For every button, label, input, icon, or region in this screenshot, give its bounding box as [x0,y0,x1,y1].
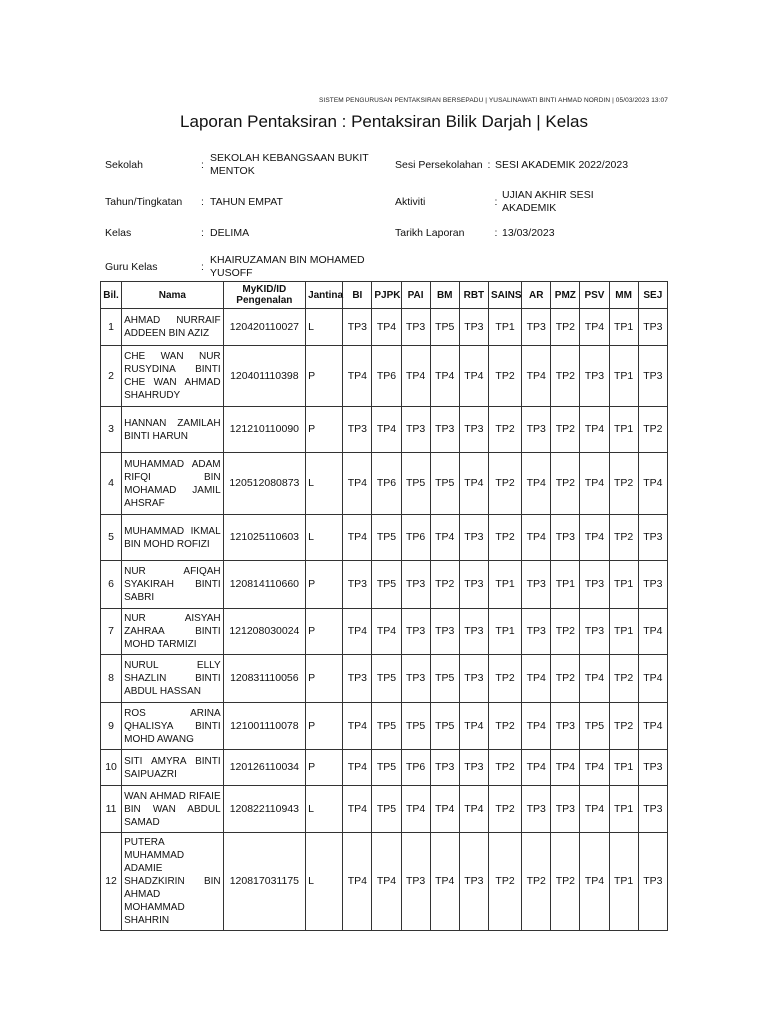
cell-grade-mm: TP2 [609,453,638,515]
table-row [101,515,668,561]
cell-bil: 12 [101,833,122,931]
cell-grade-sej: TP2 [638,407,667,453]
cell-grade-pmz: TP2 [551,609,580,655]
table-row [101,407,668,453]
cell-grade-pai: TP6 [401,515,430,561]
cell-bil: 5 [101,515,122,561]
tahun-label: Tahun/Tingkatan [105,196,183,208]
cell-nama: HANNAN ZAMILAH BINTI HARUN [122,407,224,453]
cell-jantina: P [306,655,343,703]
cell-grade-sej: TP3 [638,750,667,786]
cell-grade-pai: TP3 [401,407,430,453]
cell-grade-sej: TP3 [638,833,667,931]
cell-jantina: P [306,346,343,407]
cell-grade-pmz: TP2 [551,453,580,515]
cell-grade-sains: TP2 [488,453,521,515]
cell-grade-sains: TP2 [488,655,521,703]
cell-jantina: L [306,833,343,931]
cell-jantina: P [306,703,343,750]
cell-mykid: 120822110943 [223,786,305,833]
cell-grade-bi: TP3 [343,655,372,703]
cell-grade-bi: TP4 [343,453,372,515]
cell-jantina: L [306,515,343,561]
cell-grade-sains: TP2 [488,786,521,833]
cell-grade-psv: TP4 [580,833,609,931]
cell-grade-ar: TP3 [522,407,551,453]
cell-bil: 11 [101,786,122,833]
system-header-line: SISTEM PENGURUSAN PENTAKSIRAN BERSEPADU | YUSALINAWATI BINTI AHMAD NORDIN | 05/03/2023 13:07 [319,97,668,104]
cell-grade-bi: TP3 [343,407,372,453]
cell-nama: NURUL ELLY SHAZLIN BINTI ABDUL HASSAN [122,655,224,703]
tahun-value: TAHUN EMPAT [210,195,283,208]
table-row [101,655,668,703]
header-pmz: PMZ [551,282,580,309]
cell-grade-sej: TP3 [638,515,667,561]
cell-grade-mm: TP1 [609,750,638,786]
header-ar: AR [522,282,551,309]
cell-grade-bm: TP5 [430,655,459,703]
cell-bil: 3 [101,407,122,453]
cell-grade-pmz: TP3 [551,786,580,833]
cell-grade-rbt: TP4 [459,346,488,407]
cell-mykid: 121208030024 [223,609,305,655]
cell-grade-mm: TP2 [609,655,638,703]
cell-grade-pmz: TP2 [551,407,580,453]
cell-grade-mm: TP1 [609,561,638,609]
cell-grade-sej: TP4 [638,609,667,655]
cell-grade-psv: TP3 [580,561,609,609]
sesi-value: SESI AKADEMIK 2022/2023 [495,158,629,171]
cell-grade-pjpk: TP4 [372,609,401,655]
cell-jantina: P [306,750,343,786]
cell-grade-rbt: TP3 [459,407,488,453]
cell-grade-sains: TP2 [488,750,521,786]
cell-grade-pai: TP3 [401,833,430,931]
cell-nama: MUHAMMAD ADAM RIFQI BIN MOHAMAD JAMIL AHSRAF [122,453,224,515]
cell-grade-pai: TP4 [401,346,430,407]
cell-grade-pjpk: TP5 [372,655,401,703]
cell-grade-bi: TP3 [343,561,372,609]
cell-grade-bm: TP4 [430,833,459,931]
cell-nama: WAN AHMAD RIFAIE BIN WAN ABDUL SAMAD [122,786,224,833]
header-bi: BI [343,282,372,309]
header-pjpk: PJPK [372,282,401,309]
cell-nama: MUHAMMAD IKMAL BIN MOHD ROFIZI [122,515,224,561]
cell-grade-bi: TP4 [343,609,372,655]
colon: : [201,261,204,273]
cell-grade-pjpk: TP5 [372,703,401,750]
cell-grade-psv: TP4 [580,453,609,515]
colon: : [494,196,498,208]
cell-bil: 7 [101,609,122,655]
kelas-label: Kelas [105,227,132,239]
cell-grade-bm: TP3 [430,609,459,655]
cell-grade-psv: TP4 [580,750,609,786]
cell-mykid: 120126110034 [223,750,305,786]
table-row [101,346,668,407]
cell-grade-ar: TP4 [522,346,551,407]
header-mm: MM [609,282,638,309]
cell-grade-sains: TP1 [488,561,521,609]
sekolah-value: SEKOLAH KEBANGSAAN BUKIT MENTOK [210,152,369,177]
cell-grade-mm: TP1 [609,833,638,931]
tarikh-label: Tarikh Laporan [395,226,465,239]
cell-grade-sej: TP3 [638,346,667,407]
cell-grade-rbt: TP3 [459,609,488,655]
cell-mykid: 120420110027 [223,309,305,346]
cell-grade-ar: TP4 [522,453,551,515]
cell-grade-psv: TP4 [580,786,609,833]
cell-grade-psv: TP4 [580,655,609,703]
cell-grade-sej: TP3 [638,561,667,609]
cell-grade-pmz: TP1 [551,561,580,609]
kelas-value: DELIMA [210,226,250,239]
header-jantina: Jantina [306,282,343,309]
cell-grade-ar: TP4 [522,515,551,561]
report-info [105,150,670,284]
cell-grade-bm: TP4 [430,786,459,833]
cell-nama: SITI AMYRA BINTI SAIPUAZRI [122,750,224,786]
cell-grade-psv: TP5 [580,703,609,750]
table-body [101,309,668,931]
cell-grade-pmz: TP4 [551,750,580,786]
cell-jantina: L [306,309,343,346]
table-row [101,609,668,655]
cell-grade-bm: TP5 [430,453,459,515]
cell-grade-mm: TP2 [609,515,638,561]
cell-jantina: P [306,407,343,453]
table-row [101,561,668,609]
info-row-kelas [105,220,670,246]
header-bm: BM [430,282,459,309]
guru-value: KHAIRUZAMAN BIN MOHAMED YUSOFF [210,254,365,279]
cell-grade-ar: TP3 [522,561,551,609]
table-row [101,703,668,750]
cell-grade-pai: TP3 [401,561,430,609]
colon: : [201,227,204,239]
cell-jantina: P [306,561,343,609]
colon: : [201,196,204,208]
cell-grade-bi: TP4 [343,703,372,750]
cell-grade-mm: TP1 [609,609,638,655]
report-title: Laporan Pentaksiran : Pentaksiran Bilik Darjah | Kelas [180,112,588,131]
cell-grade-psv: TP4 [580,407,609,453]
cell-grade-pmz: TP3 [551,703,580,750]
cell-grade-mm: TP1 [609,407,638,453]
cell-grade-pai: TP3 [401,609,430,655]
cell-grade-sains: TP2 [488,346,521,407]
aktiviti-value: UJIAN AKHIR SESI AKADEMIK [502,189,594,214]
cell-grade-bm: TP4 [430,515,459,561]
cell-jantina: P [306,609,343,655]
cell-grade-sej: TP4 [638,453,667,515]
cell-grade-bi: TP4 [343,833,372,931]
cell-grade-pjpk: TP4 [372,309,401,346]
cell-nama: PUTERA MUHAMMAD ADAMIE SHADZKIRIN BIN AHMAD MOHAMMAD SHAHRIN [122,833,224,931]
table-row [101,453,668,515]
cell-nama: NUR AFIQAH SYAKIRAH BINTI SABRI [122,561,224,609]
cell-grade-rbt: TP4 [459,453,488,515]
cell-bil: 10 [101,750,122,786]
cell-nama: NUR AISYAH ZAHRAA BINTI MOHD TARMIZI [122,609,224,655]
cell-grade-bm: TP3 [430,407,459,453]
cell-grade-bm: TP4 [430,346,459,407]
cell-mykid: 120831110056 [223,655,305,703]
table-row [101,786,668,833]
cell-grade-rbt: TP3 [459,750,488,786]
cell-grade-mm: TP1 [609,309,638,346]
cell-grade-pjpk: TP4 [372,407,401,453]
cell-grade-bi: TP4 [343,515,372,561]
cell-grade-ar: TP3 [522,609,551,655]
cell-mykid: 121001110078 [223,703,305,750]
guru-label: Guru Kelas [105,261,158,273]
info-row-sekolah [105,150,670,180]
cell-grade-rbt: TP3 [459,833,488,931]
table-row [101,833,668,931]
cell-grade-pjpk: TP4 [372,833,401,931]
header-pai: PAI [401,282,430,309]
cell-grade-pai: TP5 [401,453,430,515]
cell-mykid: 121025110603 [223,515,305,561]
table-row [101,750,668,786]
cell-bil: 8 [101,655,122,703]
cell-grade-bi: TP3 [343,309,372,346]
cell-grade-bi: TP4 [343,786,372,833]
cell-grade-rbt: TP4 [459,703,488,750]
cell-grade-mm: TP1 [609,786,638,833]
cell-bil: 6 [101,561,122,609]
colon: : [494,227,498,239]
cell-grade-psv: TP4 [580,515,609,561]
cell-bil: 9 [101,703,122,750]
cell-grade-rbt: TP4 [459,786,488,833]
cell-grade-rbt: TP3 [459,309,488,346]
cell-grade-pai: TP3 [401,655,430,703]
cell-grade-bi: TP4 [343,346,372,407]
table-row [101,309,668,346]
cell-grade-rbt: TP3 [459,515,488,561]
sekolah-label: Sekolah [105,159,143,171]
cell-bil: 2 [101,346,122,407]
header-mykid: MyKID/ID Pengenalan [223,282,305,309]
cell-grade-psv: TP4 [580,309,609,346]
cell-grade-pjpk: TP5 [372,561,401,609]
cell-grade-sains: TP1 [488,309,521,346]
cell-grade-mm: TP2 [609,703,638,750]
info-row-guru [105,250,670,284]
cell-mykid: 120401110398 [223,346,305,407]
cell-grade-rbt: TP3 [459,561,488,609]
sesi-label: Sesi Persekolahan [395,158,483,171]
aktiviti-label: Aktiviti [395,195,426,208]
colon: : [487,159,491,171]
cell-nama: CHE WAN NUR RUSYDINA BINTI CHE WAN AHMAD SHAHRUDY [122,346,224,407]
cell-grade-pai: TP3 [401,309,430,346]
cell-grade-pjpk: TP6 [372,453,401,515]
cell-grade-pmz: TP2 [551,346,580,407]
assessment-table [100,281,668,931]
cell-grade-ar: TP3 [522,309,551,346]
cell-bil: 1 [101,309,122,346]
cell-grade-ar: TP2 [522,833,551,931]
cell-grade-sains: TP1 [488,609,521,655]
info-row-tahun [105,184,670,220]
cell-nama: ROS ARINA QHALISYA BINTI MOHD AWANG [122,703,224,750]
cell-mykid: 120817031175 [223,833,305,931]
cell-grade-pai: TP5 [401,703,430,750]
cell-grade-sej: TP3 [638,786,667,833]
cell-grade-sej: TP3 [638,309,667,346]
cell-bil: 4 [101,453,122,515]
cell-jantina: L [306,786,343,833]
cell-grade-sains: TP2 [488,703,521,750]
colon: : [201,159,204,171]
cell-grade-bm: TP5 [430,309,459,346]
cell-grade-pai: TP4 [401,786,430,833]
header-bil: Bil. [101,282,122,309]
cell-grade-pjpk: TP5 [372,786,401,833]
cell-mykid: 120512080873 [223,453,305,515]
cell-grade-bi: TP4 [343,750,372,786]
cell-mykid: 120814110660 [223,561,305,609]
cell-grade-sej: TP4 [638,655,667,703]
cell-grade-sej: TP4 [638,703,667,750]
cell-grade-ar: TP4 [522,750,551,786]
header-nama: Nama [122,282,224,309]
cell-grade-ar: TP4 [522,703,551,750]
cell-grade-pai: TP6 [401,750,430,786]
cell-grade-bm: TP5 [430,703,459,750]
header-psv: PSV [580,282,609,309]
cell-grade-psv: TP3 [580,609,609,655]
cell-grade-bm: TP3 [430,750,459,786]
cell-grade-sains: TP2 [488,833,521,931]
cell-grade-sains: TP2 [488,515,521,561]
cell-nama: AHMAD NURRAIF ADDEEN BIN AZIZ [122,309,224,346]
cell-grade-ar: TP4 [522,655,551,703]
table-header-row [101,282,668,309]
cell-jantina: L [306,453,343,515]
header-sej: SEJ [638,282,667,309]
cell-grade-pmz: TP2 [551,309,580,346]
cell-grade-pjpk: TP5 [372,515,401,561]
cell-grade-rbt: TP3 [459,655,488,703]
header-rbt: RBT [459,282,488,309]
cell-grade-pmz: TP2 [551,833,580,931]
cell-grade-ar: TP3 [522,786,551,833]
cell-grade-psv: TP3 [580,346,609,407]
tarikh-value: 13/03/2023 [502,226,555,239]
cell-grade-bm: TP2 [430,561,459,609]
cell-grade-sains: TP2 [488,407,521,453]
cell-grade-pjpk: TP6 [372,346,401,407]
cell-grade-mm: TP1 [609,346,638,407]
header-sains: SAINS [488,282,521,309]
cell-grade-pmz: TP3 [551,515,580,561]
cell-grade-pmz: TP2 [551,655,580,703]
cell-mykid: 121210110090 [223,407,305,453]
cell-grade-pjpk: TP5 [372,750,401,786]
